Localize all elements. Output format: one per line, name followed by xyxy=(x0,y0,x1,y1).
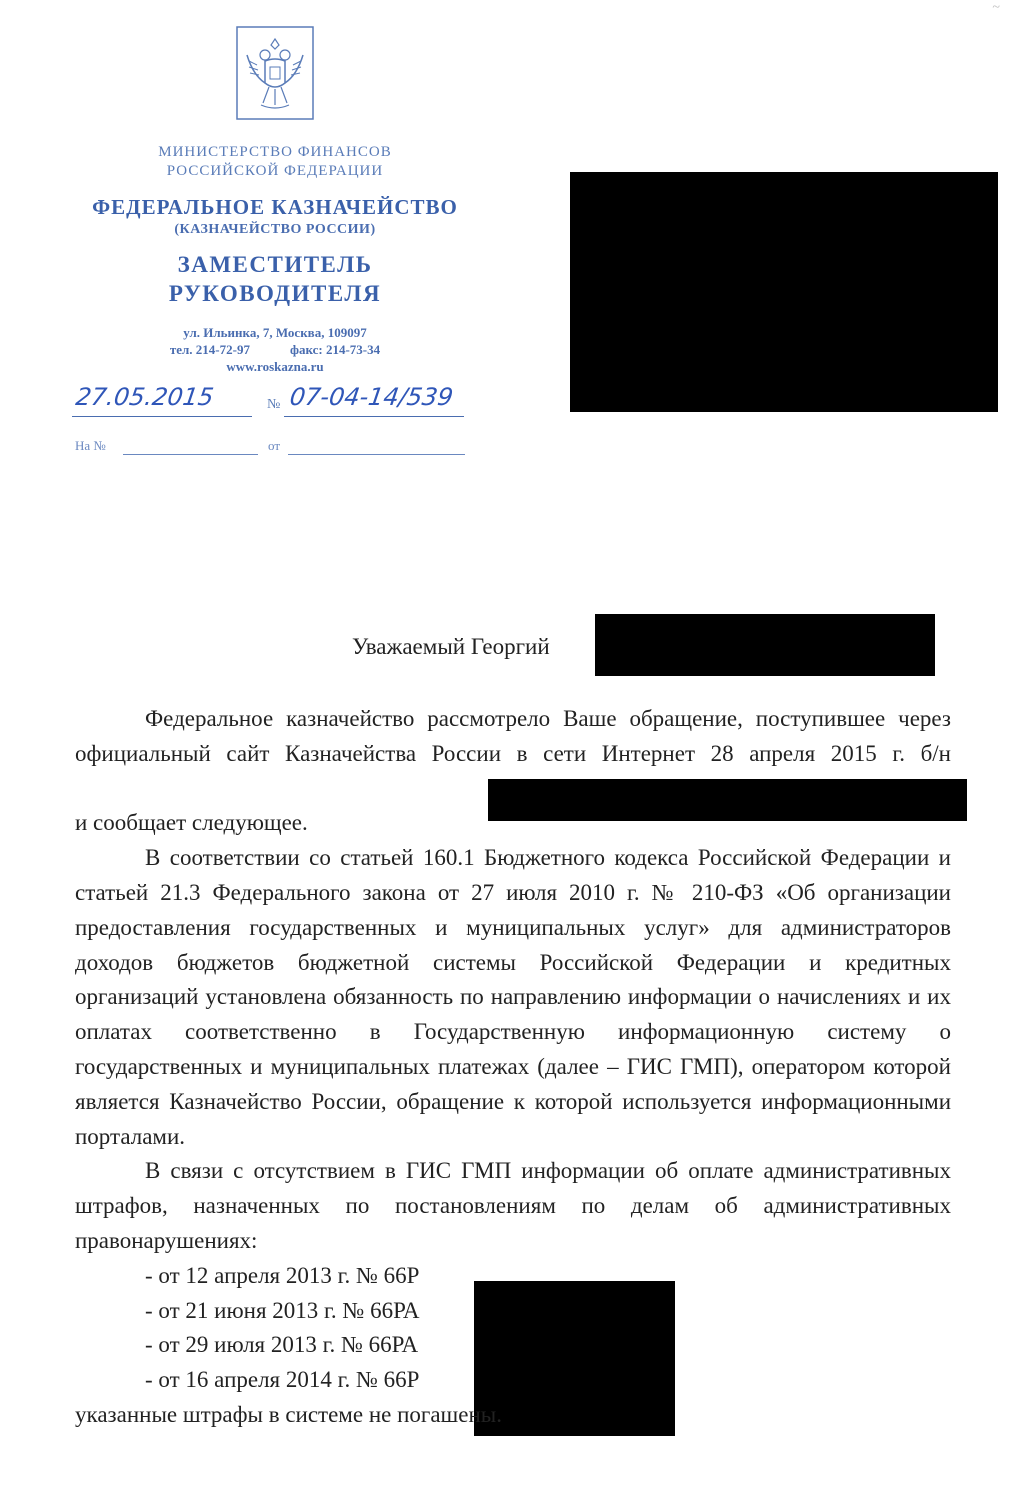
list-item: - от 29 июля 2013 г. № 66РА xyxy=(145,1332,419,1358)
from-underline xyxy=(288,454,465,455)
redacted-name xyxy=(595,614,935,676)
number-underline xyxy=(284,416,464,417)
contact-block xyxy=(60,324,490,375)
fax-text: факс: 214-73-34 xyxy=(289,342,381,357)
signatory-position xyxy=(60,250,490,308)
case-list xyxy=(75,1259,951,1398)
list-item: - от 21 июня 2013 г. № 66РА xyxy=(145,1297,420,1323)
handwritten-date: 27.05.2015 xyxy=(74,383,216,411)
phone-text: тел. 214-72-97 xyxy=(169,342,250,357)
letter-body xyxy=(75,702,951,1433)
from-label: от xyxy=(268,438,281,453)
paragraph-1 xyxy=(75,702,951,806)
ref-underline xyxy=(123,454,258,455)
org-short-name: (КАЗНАЧЕЙСТВО РОССИИ) xyxy=(174,222,376,237)
registration-line xyxy=(72,383,472,423)
position-line-2: РУКОВОДИТЕЛЯ xyxy=(168,281,382,306)
date-underline xyxy=(72,416,252,417)
number-sign: № xyxy=(267,397,281,412)
ministry-name xyxy=(60,143,490,181)
phone-fax-row xyxy=(60,341,490,358)
corner-mark: ~ xyxy=(992,0,1000,15)
ministry-line-2: РОССИЙСКОЙ ФЕДЕРАЦИИ xyxy=(166,163,384,179)
ministry-line-1: МИНИСТЕРСТВО ФИНАНСОВ xyxy=(158,144,392,160)
paragraph-1-text: Федеральное казначейство рассмотрело Ваше обращение, поступившее через официальный сайт Казначейства России в сети Интернет 28 апреля 2015 г. б/н xyxy=(75,706,951,766)
address-line: ул. Ильинка, 7, Москва, 109097 xyxy=(183,325,367,340)
position-line-1: ЗАМЕСТИТЕЛЬ xyxy=(177,252,373,277)
paragraph-2: В соответствии со статьей 160.1 Бюджетного кодекса Российской Федерации и статьей 21.3 Федерального закона от 27 июля 2010 г. № 210-ФЗ «Об организации предоставления государственных и муниципальных услуг» для администраторов доходов бюджетов бюджетной системы Российской Федерации и кредитных организаций установлена обязанность по направлению информации о начислениях и их оплатах соответственно в Государственную информационную систему о государственных и муниципальных платежах (далее – ГИС ГМП), оператором которой является Казначейство России, обращение к которой используется информационными порталами. xyxy=(75,845,951,1149)
list-item: - от 12 апреля 2013 г. № 66Р xyxy=(145,1262,420,1288)
redacted-addressee xyxy=(570,172,998,412)
greeting: Уважаемый Георгий xyxy=(352,634,550,659)
paragraph-4: указанные штрафы в системе не погашены. xyxy=(75,1401,502,1427)
reference-line xyxy=(75,438,475,458)
paragraph-1-end: и сообщает следующее. xyxy=(75,810,308,836)
paragraph-3: В связи с отсутствием в ГИС ГМП информации об оплате административных штрафов, назначенных по постановлениям по делам об административных правонарушениях: xyxy=(75,1158,951,1253)
website-text: www.roskazna.ru xyxy=(226,359,324,374)
handwritten-number: 07-04-14/539 xyxy=(288,383,455,411)
letterhead xyxy=(60,25,490,375)
list-item: - от 16 апреля 2014 г. № 66Р xyxy=(145,1367,420,1393)
coat-of-arms-icon xyxy=(235,25,315,121)
org-name: ФЕДЕРАЛЬНОЕ КАЗНАЧЕЙСТВО xyxy=(92,195,458,219)
ref-label: На № xyxy=(75,438,106,453)
